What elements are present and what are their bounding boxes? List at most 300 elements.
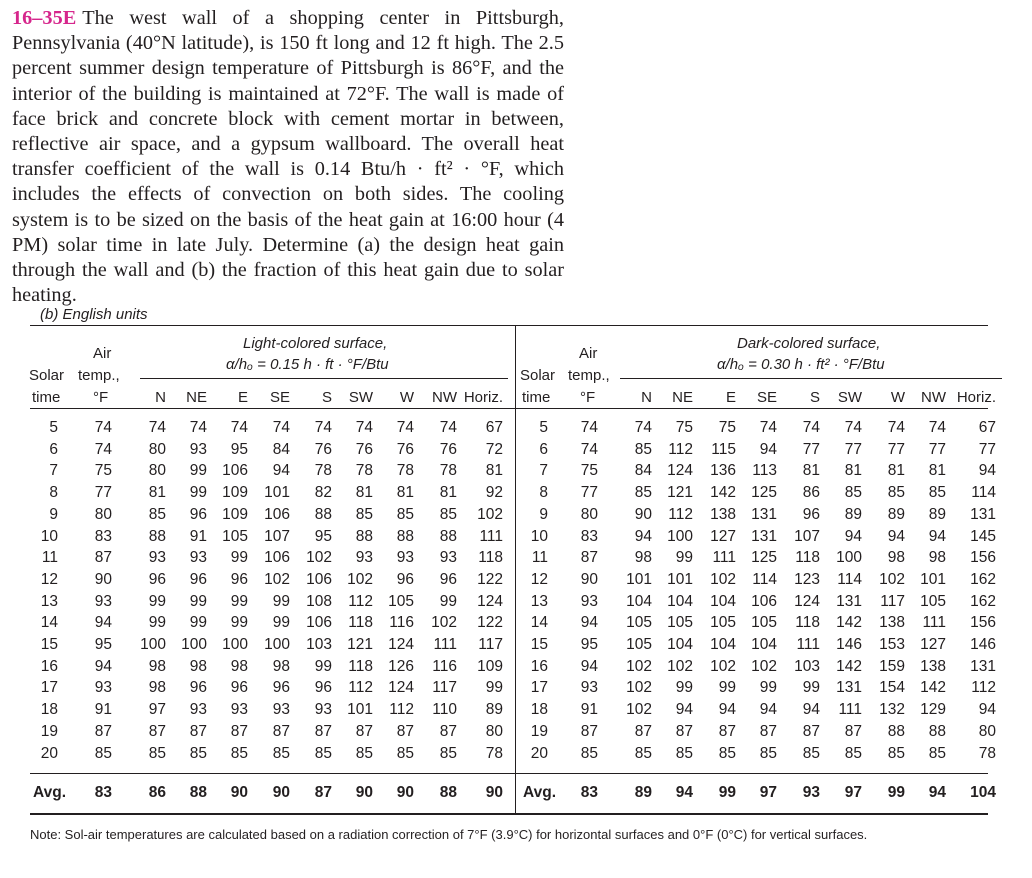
dark-sol-air-cell: 105 <box>667 614 693 631</box>
light-sol-air-cell: 81 <box>148 484 166 501</box>
solar-time-cell: 19 <box>530 723 548 740</box>
solar-time-cell: 15 <box>530 636 548 653</box>
dark-sol-air-cell: 111 <box>838 701 862 718</box>
table-note: Note: Sol-air temperatures are calculated based on a radiation correction of 7°F (3.9°C) for horizontal surfaces and 0°F (0°C) for vertical surfaces. <box>30 827 868 842</box>
light-sol-air-cell: 87 <box>439 723 457 740</box>
air-temp-cell: 93 <box>94 593 112 610</box>
avg-light-cell: 87 <box>314 784 332 801</box>
dark-sol-air-cell: 85 <box>844 745 862 762</box>
dark-sol-air-cell: 154 <box>879 679 905 696</box>
dark-sol-air-cell: 85 <box>887 745 905 762</box>
dark-sol-air-cell: 74 <box>802 419 820 436</box>
avg-air-temp-cell: 83 <box>580 784 598 801</box>
light-sol-air-cell: 98 <box>148 679 166 696</box>
light-sol-air-cell: 99 <box>485 679 503 696</box>
light-sol-air-cell: 87 <box>314 723 332 740</box>
table-caption: (b) English units <box>40 306 148 323</box>
dark-sol-air-cell: 105 <box>920 593 946 610</box>
dark-sol-air-cell: 88 <box>887 723 905 740</box>
dark-sol-air-cell: 102 <box>667 658 693 675</box>
dark-sol-air-cell: 85 <box>675 745 693 762</box>
light-sol-air-cell: 93 <box>355 549 373 566</box>
dark-sol-air-cell: 81 <box>844 462 862 479</box>
dark-sol-air-cell: 138 <box>920 658 946 675</box>
dark-orientation-header: S <box>809 389 820 406</box>
avg-light-cell: 90 <box>396 784 414 801</box>
dark-sol-air-cell: 115 <box>711 441 736 458</box>
light-sol-air-cell: 102 <box>477 506 503 523</box>
light-sol-air-cell: 93 <box>396 549 414 566</box>
light-sol-air-cell: 72 <box>485 441 503 458</box>
dark-orientation-header: W <box>890 389 905 406</box>
avg-light-cell: 90 <box>485 784 503 801</box>
dark-orientation-header: E <box>725 389 736 406</box>
dark-sol-air-cell: 98 <box>928 549 946 566</box>
right-group-underline <box>620 378 1002 379</box>
light-sol-air-cell: 112 <box>348 679 373 696</box>
avg-dark-cell: 99 <box>887 784 905 801</box>
solar-time-cell: 14 <box>40 614 58 631</box>
avg-dark-cell: 99 <box>718 784 736 801</box>
dark-sol-air-cell: 132 <box>879 701 905 718</box>
light-sol-air-cell: 93 <box>148 549 166 566</box>
dark-sol-air-cell: 87 <box>759 723 777 740</box>
body-bottom-rule <box>30 773 988 774</box>
light-sol-air-cell: 99 <box>272 593 290 610</box>
light-sol-air-cell: 85 <box>396 745 414 762</box>
dark-sol-air-cell: 131 <box>970 506 996 523</box>
light-orientation-header: SE <box>269 389 290 406</box>
avg-dark-cell: 97 <box>759 784 777 801</box>
avg-label: Avg. <box>522 784 556 801</box>
air-temp-cell: 80 <box>94 506 112 523</box>
light-sol-air-cell: 112 <box>389 701 414 718</box>
light-sol-air-cell: 93 <box>314 701 332 718</box>
dark-sol-air-cell: 105 <box>751 614 777 631</box>
dark-sol-air-cell: 74 <box>759 419 777 436</box>
dark-sol-air-cell: 77 <box>928 441 946 458</box>
dark-sol-air-cell: 101 <box>626 571 652 588</box>
light-sol-air-cell: 106 <box>222 462 248 479</box>
dark-sol-air-cell: 88 <box>928 723 946 740</box>
air-temp-cell: 80 <box>580 506 598 523</box>
avg-dark-cell: 97 <box>844 784 862 801</box>
dark-sol-air-cell: 105 <box>710 614 736 631</box>
dark-sol-air-cell: 85 <box>634 745 652 762</box>
light-sol-air-cell: 116 <box>432 658 457 675</box>
avg-light-cell: 90 <box>272 784 290 801</box>
light-sol-air-cell: 110 <box>432 701 457 718</box>
dark-sol-air-cell: 87 <box>634 723 652 740</box>
light-sol-air-cell: 100 <box>140 636 166 653</box>
dark-sol-air-cell: 81 <box>887 462 905 479</box>
light-sol-air-cell: 103 <box>306 636 332 653</box>
light-sol-air-cell: 74 <box>314 419 332 436</box>
light-sol-air-cell: 118 <box>348 658 373 675</box>
light-sol-air-cell: 101 <box>347 701 373 718</box>
solar-time-cell: 11 <box>531 549 548 566</box>
dark-sol-air-cell: 104 <box>710 593 736 610</box>
dark-sol-air-cell: 77 <box>978 441 996 458</box>
dark-sol-air-cell: 100 <box>667 528 693 545</box>
light-sol-air-cell: 116 <box>389 614 414 631</box>
dark-sol-air-cell: 77 <box>844 441 862 458</box>
dark-sol-air-cell: 94 <box>634 528 652 545</box>
light-sol-air-cell: 67 <box>485 419 503 436</box>
dark-orientation-header: N <box>641 389 652 406</box>
dark-sol-air-cell: 156 <box>970 549 996 566</box>
light-orientation-header: W <box>399 389 414 406</box>
avg-light-cell: 88 <box>439 784 457 801</box>
air-temp-cell: 87 <box>580 549 598 566</box>
dark-sol-air-cell: 77 <box>802 441 820 458</box>
light-sol-air-cell: 99 <box>230 614 248 631</box>
light-sol-air-cell: 106 <box>306 571 332 588</box>
light-sol-air-cell: 88 <box>314 506 332 523</box>
dark-sol-air-cell: 114 <box>837 571 862 588</box>
air-temp-cell: 91 <box>94 701 112 718</box>
light-sol-air-cell: 94 <box>272 462 290 479</box>
dark-sol-air-cell: 131 <box>836 679 862 696</box>
light-orientation-header: SW <box>348 389 373 406</box>
air-temp-cell: 75 <box>94 462 112 479</box>
avg-dark-cell: 94 <box>675 784 693 801</box>
dark-sol-air-cell: 121 <box>667 484 693 501</box>
solar-time-cell: 19 <box>40 723 58 740</box>
dark-sol-air-cell: 94 <box>928 528 946 545</box>
dark-orientation-header: NW <box>921 389 946 406</box>
light-sol-air-cell: 96 <box>148 571 166 588</box>
light-sol-air-cell: 97 <box>148 701 166 718</box>
light-sol-air-cell: 82 <box>314 484 332 501</box>
dark-sol-air-cell: 94 <box>844 528 862 545</box>
avg-dark-cell: 104 <box>970 784 996 801</box>
dark-sol-air-cell: 112 <box>668 441 693 458</box>
dark-sol-air-cell: 146 <box>970 636 996 653</box>
dark-sol-air-cell: 138 <box>879 614 905 631</box>
dark-sol-air-cell: 84 <box>634 462 652 479</box>
solar-time-cell: 9 <box>539 506 548 523</box>
light-sol-air-cell: 85 <box>230 745 248 762</box>
dark-sol-air-cell: 131 <box>836 593 862 610</box>
light-sol-air-cell: 80 <box>148 462 166 479</box>
solar-time-cell: 7 <box>539 462 548 479</box>
air-temp-cell: 90 <box>580 571 598 588</box>
light-sol-air-cell: 87 <box>189 723 207 740</box>
light-sol-air-cell: 85 <box>355 745 373 762</box>
dark-sol-air-cell: 85 <box>928 484 946 501</box>
dark-sol-air-cell: 111 <box>712 549 736 566</box>
dark-sol-air-cell: 114 <box>752 571 777 588</box>
solar-time-cell: 5 <box>539 419 548 436</box>
light-sol-air-cell: 74 <box>439 419 457 436</box>
light-sol-air-cell: 76 <box>314 441 332 458</box>
dark-sol-air-cell: 162 <box>970 593 996 610</box>
avg-dark-cell: 93 <box>802 784 820 801</box>
dark-sol-air-cell: 112 <box>668 506 693 523</box>
solar-time-cell: 12 <box>530 571 548 588</box>
light-sol-air-cell: 99 <box>439 593 457 610</box>
light-sol-air-cell: 74 <box>189 419 207 436</box>
dark-sol-air-cell: 94 <box>978 701 996 718</box>
dark-sol-air-cell: 102 <box>879 571 905 588</box>
problem-statement <box>12 6 564 308</box>
dark-orientation-header: SE <box>756 389 777 406</box>
dark-sol-air-cell: 77 <box>887 441 905 458</box>
dark-sol-air-cell: 125 <box>751 549 777 566</box>
dark-sol-air-cell: 159 <box>879 658 905 675</box>
dark-sol-air-cell: 85 <box>928 745 946 762</box>
dark-sol-air-cell: 87 <box>675 723 693 740</box>
light-sol-air-cell: 100 <box>264 636 290 653</box>
light-sol-air-cell: 105 <box>388 593 414 610</box>
solar-time-cell: 16 <box>530 658 548 675</box>
dark-sol-air-cell: 153 <box>879 636 905 653</box>
solar-time-cell: 20 <box>530 745 548 762</box>
solar-header-1-left: Solar <box>29 367 65 384</box>
light-sol-air-cell: 81 <box>355 484 373 501</box>
light-sol-air-cell: 96 <box>230 679 248 696</box>
air-temp-cell: 94 <box>580 614 598 631</box>
avg-light-cell: 88 <box>189 784 207 801</box>
air-temp-cell: 77 <box>580 484 598 501</box>
dark-sol-air-cell: 101 <box>920 571 946 588</box>
air-temp-header-1-right: Air <box>579 345 598 362</box>
light-sol-air-cell: 85 <box>314 745 332 762</box>
dark-sol-air-cell: 142 <box>836 614 862 631</box>
dark-sol-air-cell: 105 <box>626 614 652 631</box>
dark-sol-air-cell: 156 <box>970 614 996 631</box>
light-sol-air-cell: 99 <box>230 549 248 566</box>
solar-header-2-right: time <box>522 389 551 406</box>
dark-sol-air-cell: 107 <box>794 528 820 545</box>
light-orientation-header: N <box>155 389 166 406</box>
solar-time-cell: 18 <box>530 701 548 718</box>
air-temp-cell: 94 <box>94 658 112 675</box>
solar-time-cell: 13 <box>40 593 58 610</box>
air-temp-cell: 74 <box>580 441 598 458</box>
solar-time-cell: 13 <box>530 593 548 610</box>
dark-sol-air-cell: 123 <box>794 571 820 588</box>
light-sol-air-cell: 85 <box>148 745 166 762</box>
solar-time-cell: 10 <box>530 528 548 545</box>
light-sol-air-cell: 99 <box>148 593 166 610</box>
air-temp-cell: 74 <box>94 441 112 458</box>
solar-time-cell: 9 <box>49 506 58 523</box>
dark-sol-air-cell: 94 <box>759 441 777 458</box>
light-orientation-header: Horiz. <box>463 389 503 406</box>
light-sol-air-cell: 95 <box>314 528 332 545</box>
light-sol-air-cell: 96 <box>272 679 290 696</box>
light-orientation-header: S <box>321 389 332 406</box>
dark-sol-air-cell: 87 <box>718 723 736 740</box>
light-sol-air-cell: 95 <box>230 441 248 458</box>
avg-light-cell: 86 <box>148 784 166 801</box>
light-sol-air-cell: 111 <box>433 636 457 653</box>
dark-sol-air-cell: 85 <box>718 745 736 762</box>
solar-time-cell: 10 <box>40 528 58 545</box>
dark-sol-air-cell: 125 <box>751 484 777 501</box>
light-sol-air-cell: 93 <box>189 701 207 718</box>
dark-sol-air-cell: 96 <box>802 506 820 523</box>
dark-sol-air-cell: 98 <box>634 549 652 566</box>
dark-sol-air-cell: 87 <box>844 723 862 740</box>
dark-sol-air-cell: 145 <box>970 528 996 545</box>
dark-sol-air-cell: 98 <box>887 549 905 566</box>
dark-sol-air-cell: 111 <box>796 636 820 653</box>
light-sol-air-cell: 76 <box>355 441 373 458</box>
dark-sol-air-cell: 81 <box>802 462 820 479</box>
light-sol-air-cell: 102 <box>347 571 373 588</box>
dark-sol-air-cell: 85 <box>887 484 905 501</box>
dark-sol-air-cell: 80 <box>978 723 996 740</box>
air-temp-cell: 83 <box>580 528 598 545</box>
dark-sol-air-cell: 85 <box>844 484 862 501</box>
light-sol-air-cell: 85 <box>189 745 207 762</box>
light-sol-air-cell: 84 <box>272 441 290 458</box>
dark-sol-air-cell: 142 <box>710 484 736 501</box>
solar-time-cell: 14 <box>530 614 548 631</box>
light-sol-air-cell: 74 <box>148 419 166 436</box>
dark-sol-air-cell: 131 <box>970 658 996 675</box>
right-group-title: Dark-colored surface, <box>737 335 881 352</box>
dark-sol-air-cell: 162 <box>970 571 996 588</box>
light-sol-air-cell: 98 <box>272 658 290 675</box>
light-sol-air-cell: 85 <box>272 745 290 762</box>
light-orientation-header: E <box>237 389 248 406</box>
light-sol-air-cell: 96 <box>396 571 414 588</box>
light-sol-air-cell: 107 <box>264 528 290 545</box>
solar-time-cell: 6 <box>539 441 548 458</box>
light-sol-air-cell: 85 <box>439 506 457 523</box>
dark-sol-air-cell: 104 <box>667 636 693 653</box>
avg-label: Avg. <box>32 784 66 801</box>
light-sol-air-cell: 81 <box>439 484 457 501</box>
light-sol-air-cell: 108 <box>306 593 332 610</box>
dark-sol-air-cell: 104 <box>710 636 736 653</box>
solar-time-cell: 11 <box>41 549 58 566</box>
light-sol-air-cell: 81 <box>396 484 414 501</box>
light-sol-air-cell: 89 <box>485 701 503 718</box>
light-sol-air-cell: 87 <box>355 723 373 740</box>
light-sol-air-cell: 85 <box>148 506 166 523</box>
air-temp-header-2-left: temp., <box>78 367 120 384</box>
dark-sol-air-cell: 90 <box>634 506 652 523</box>
dark-orientation-header: SW <box>837 389 862 406</box>
light-sol-air-cell: 106 <box>264 506 290 523</box>
dark-sol-air-cell: 146 <box>836 636 862 653</box>
dark-sol-air-cell: 74 <box>844 419 862 436</box>
left-group-title: Light-colored surface, <box>243 335 388 352</box>
right-group-subtitle: α/hₒ = 0.30 h · ft² · °F/Btu <box>717 356 885 373</box>
dark-sol-air-cell: 94 <box>759 701 777 718</box>
light-sol-air-cell: 81 <box>485 462 503 479</box>
dark-sol-air-cell: 85 <box>759 745 777 762</box>
dark-sol-air-cell: 127 <box>710 528 736 545</box>
dark-sol-air-cell: 75 <box>718 419 736 436</box>
light-sol-air-cell: 87 <box>396 723 414 740</box>
dark-sol-air-cell: 131 <box>751 506 777 523</box>
light-sol-air-cell: 93 <box>189 549 207 566</box>
header-bottom-rule <box>30 408 988 409</box>
air-temp-cell: 93 <box>580 593 598 610</box>
air-temp-cell: 93 <box>94 679 112 696</box>
solar-time-cell: 20 <box>40 745 58 762</box>
light-sol-air-cell: 88 <box>439 528 457 545</box>
light-sol-air-cell: 74 <box>396 419 414 436</box>
light-sol-air-cell: 76 <box>439 441 457 458</box>
light-sol-air-cell: 78 <box>314 462 332 479</box>
air-temp-cell: 95 <box>94 636 112 653</box>
dark-sol-air-cell: 101 <box>667 571 693 588</box>
light-sol-air-cell: 96 <box>189 571 207 588</box>
dark-sol-air-cell: 94 <box>718 701 736 718</box>
solar-time-cell: 17 <box>530 679 548 696</box>
avg-light-cell: 90 <box>355 784 373 801</box>
light-sol-air-cell: 99 <box>189 593 207 610</box>
light-sol-air-cell: 93 <box>439 549 457 566</box>
dark-sol-air-cell: 138 <box>710 506 736 523</box>
light-sol-air-cell: 78 <box>485 745 503 762</box>
dark-sol-air-cell: 89 <box>887 506 905 523</box>
light-sol-air-cell: 126 <box>388 658 414 675</box>
light-sol-air-cell: 85 <box>355 506 373 523</box>
light-sol-air-cell: 99 <box>148 614 166 631</box>
light-sol-air-cell: 96 <box>189 679 207 696</box>
light-sol-air-cell: 100 <box>222 636 248 653</box>
air-temp-header-1-left: Air <box>93 345 112 362</box>
avg-light-cell: 90 <box>230 784 248 801</box>
dark-sol-air-cell: 81 <box>928 462 946 479</box>
light-sol-air-cell: 99 <box>272 614 290 631</box>
light-sol-air-cell: 76 <box>396 441 414 458</box>
dark-sol-air-cell: 87 <box>802 723 820 740</box>
dark-sol-air-cell: 74 <box>887 419 905 436</box>
dark-sol-air-cell: 94 <box>675 701 693 718</box>
light-sol-air-cell: 87 <box>272 723 290 740</box>
light-sol-air-cell: 109 <box>477 658 503 675</box>
avg-dark-cell: 94 <box>928 784 946 801</box>
light-sol-air-cell: 124 <box>477 593 503 610</box>
solar-time-cell: 17 <box>40 679 58 696</box>
dark-sol-air-cell: 74 <box>634 419 652 436</box>
solar-time-cell: 12 <box>40 571 58 588</box>
air-temp-cell: 94 <box>94 614 112 631</box>
dark-sol-air-cell: 129 <box>920 701 946 718</box>
light-sol-air-cell: 102 <box>264 571 290 588</box>
dark-sol-air-cell: 85 <box>634 484 652 501</box>
dark-sol-air-cell: 102 <box>710 658 736 675</box>
dark-sol-air-cell: 100 <box>836 549 862 566</box>
light-sol-air-cell: 88 <box>148 528 166 545</box>
air-temp-cell: 87 <box>94 549 112 566</box>
light-sol-air-cell: 105 <box>222 528 248 545</box>
light-sol-air-cell: 92 <box>485 484 503 501</box>
light-sol-air-cell: 109 <box>222 484 248 501</box>
solar-time-cell: 5 <box>49 419 58 436</box>
light-sol-air-cell: 78 <box>355 462 373 479</box>
dark-sol-air-cell: 102 <box>626 701 652 718</box>
air-temp-cell: 93 <box>580 679 598 696</box>
air-temp-cell: 94 <box>580 658 598 675</box>
light-sol-air-cell: 80 <box>148 441 166 458</box>
light-sol-air-cell: 85 <box>439 745 457 762</box>
dark-sol-air-cell: 114 <box>971 484 996 501</box>
air-temp-cell: 85 <box>580 745 598 762</box>
light-sol-air-cell: 88 <box>355 528 373 545</box>
dark-sol-air-cell: 136 <box>710 462 736 479</box>
table-top-rule <box>30 325 988 326</box>
